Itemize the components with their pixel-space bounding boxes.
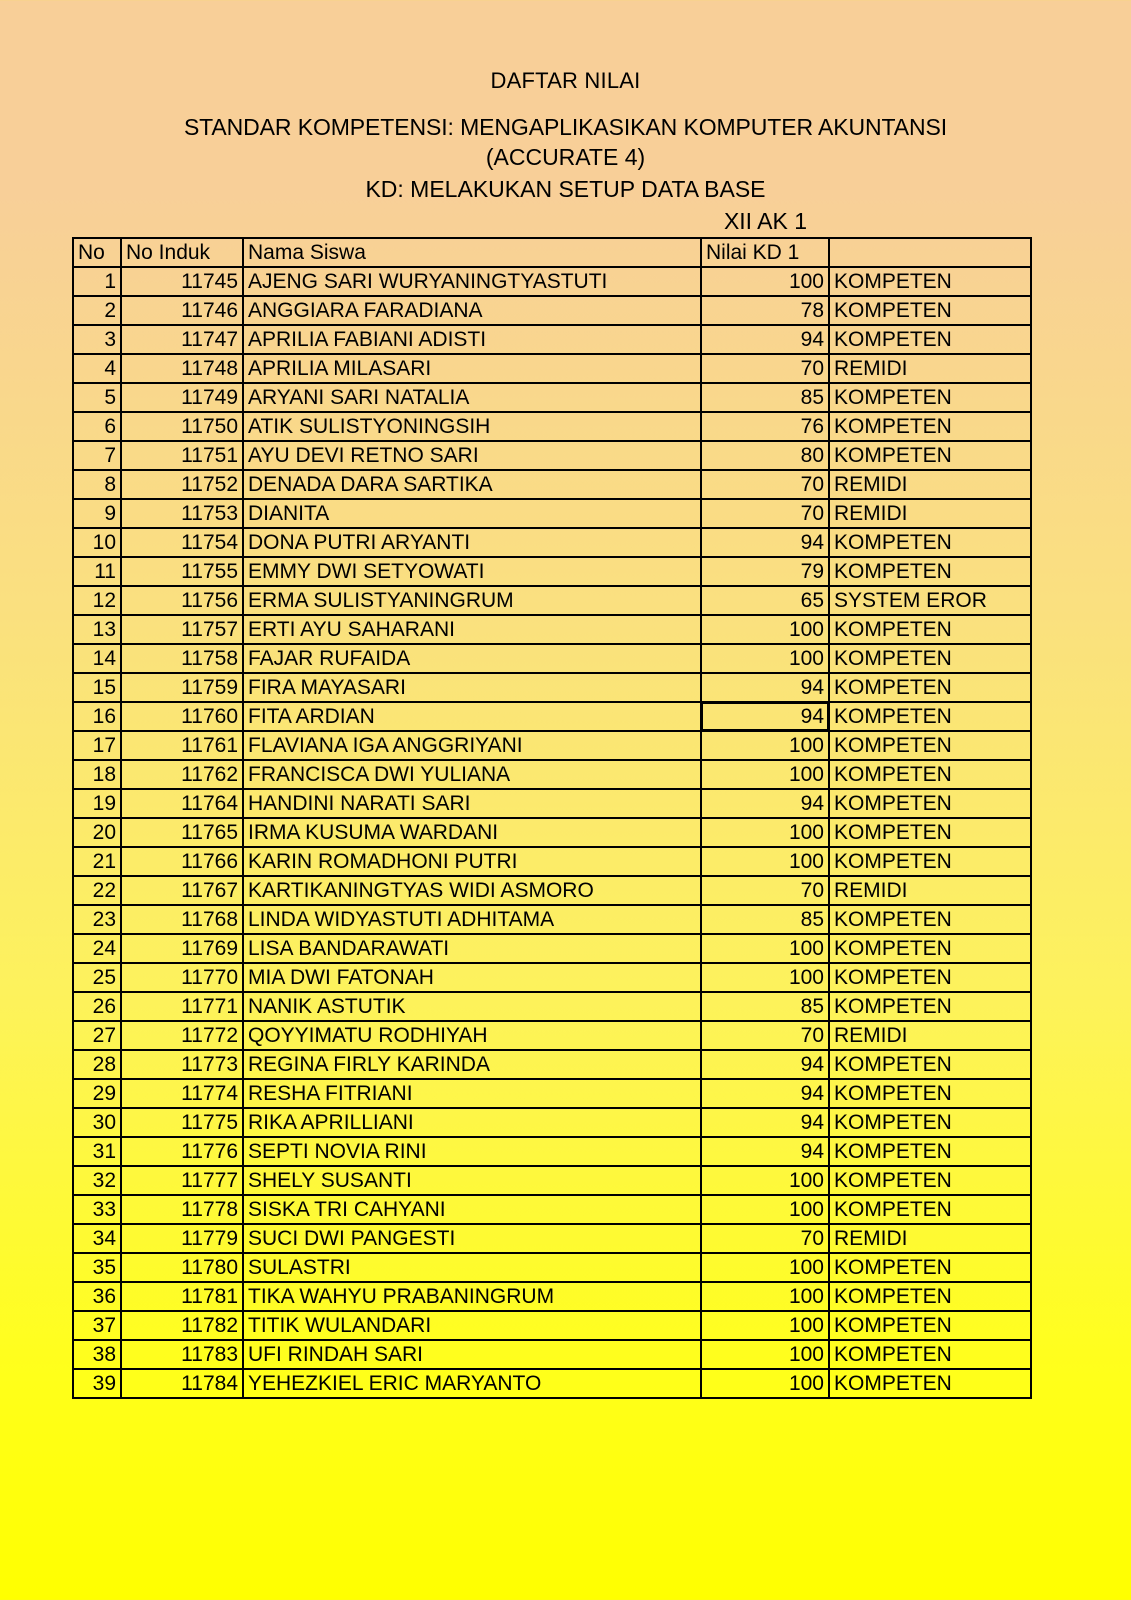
cell-no-induk[interactable]: 11746 [121,296,243,325]
cell-nama-siswa[interactable]: AYU DEVI RETNO SARI [243,441,701,470]
table-row[interactable] [73,963,1031,992]
cell-nama-siswa[interactable]: HANDINI NARATI SARI [243,789,701,818]
cell-no[interactable]: 23 [73,905,121,934]
cell-status[interactable]: KOMPETEN [829,615,1031,644]
cell-no-induk[interactable]: 11755 [121,557,243,586]
cell-no-induk[interactable]: 11751 [121,441,243,470]
table-row[interactable] [73,1166,1031,1195]
cell-status[interactable]: KOMPETEN [829,325,1031,354]
cell-nilai[interactable]: 100 [701,644,829,673]
cell-status[interactable]: REMIDI [829,1021,1031,1050]
cell-status[interactable]: KOMPETEN [829,1108,1031,1137]
table-row[interactable] [73,354,1031,383]
cell-nilai[interactable]: 100 [701,267,829,296]
table-row[interactable] [73,731,1031,760]
cell-status[interactable]: SYSTEM EROR [829,586,1031,615]
table-row[interactable] [73,1079,1031,1108]
cell-nilai[interactable]: 100 [701,760,829,789]
cell-status[interactable]: KOMPETEN [829,963,1031,992]
column-header-nilai-kd1: Nilai KD 1 [701,238,829,267]
cell-nama-siswa[interactable]: ERTI AYU SAHARANI [243,615,701,644]
table-row[interactable] [73,1224,1031,1253]
table-row[interactable] [73,1369,1031,1398]
cell-nilai[interactable]: 94 [701,325,829,354]
table-row[interactable] [73,673,1031,702]
cell-status[interactable]: KOMPETEN [829,1282,1031,1311]
cell-nama-siswa[interactable]: ERMA SULISTYANINGRUM [243,586,701,615]
cell-no[interactable]: 34 [73,1224,121,1253]
table-row[interactable] [73,818,1031,847]
cell-nama-siswa[interactable]: MIA DWI FATONAH [243,963,701,992]
class-label: XII AK 1 [723,208,808,234]
cell-no[interactable]: 26 [73,992,121,1021]
cell-nama-siswa[interactable]: APRILIA MILASARI [243,354,701,383]
table-row[interactable] [73,876,1031,905]
cell-status[interactable]: KOMPETEN [829,1079,1031,1108]
cell-no[interactable]: 21 [73,847,121,876]
cell-no-induk[interactable]: 11748 [121,354,243,383]
cell-status[interactable]: KOMPETEN [829,1340,1031,1369]
table-row[interactable] [73,499,1031,528]
cell-no[interactable]: 13 [73,615,121,644]
cell-nama-siswa[interactable]: DONA PUTRI ARYANTI [243,528,701,557]
cell-no-induk[interactable]: 11771 [121,992,243,1021]
cell-nama-siswa[interactable]: APRILIA FABIANI ADISTI [243,325,701,354]
cell-status[interactable]: KOMPETEN [829,1137,1031,1166]
table-row[interactable] [73,412,1031,441]
table-row[interactable] [73,1282,1031,1311]
table-row[interactable] [73,1311,1031,1340]
cell-no[interactable]: 37 [73,1311,121,1340]
table-row[interactable] [73,441,1031,470]
table-row[interactable] [73,528,1031,557]
cell-nama-siswa[interactable]: EMMY DWI SETYOWATI [243,557,701,586]
grades-table-container [72,237,1030,1399]
standar-kompetensi-line: STANDAR KOMPETENSI: MENGAPLIKASIKAN KOMPUTER AKUNTANSI [183,114,948,140]
cell-status[interactable]: KOMPETEN [829,383,1031,412]
cell-no[interactable]: 19 [73,789,121,818]
cell-nama-siswa[interactable]: RESHA FITRIANI [243,1079,701,1108]
cell-no[interactable]: 20 [73,818,121,847]
table-row[interactable] [73,296,1031,325]
cell-nilai[interactable]: 79 [701,557,829,586]
cell-no[interactable]: 11 [73,557,121,586]
cell-no[interactable]: 32 [73,1166,121,1195]
cell-status[interactable]: REMIDI [829,499,1031,528]
cell-no-induk[interactable]: 11772 [121,1021,243,1050]
cell-no-induk[interactable]: 11753 [121,499,243,528]
cell-status[interactable]: REMIDI [829,470,1031,499]
cell-status[interactable]: KOMPETEN [829,296,1031,325]
cell-no[interactable]: 27 [73,1021,121,1050]
cell-nilai[interactable]: 70 [701,1224,829,1253]
cell-status[interactable]: KOMPETEN [829,992,1031,1021]
cell-status[interactable]: KOMPETEN [829,934,1031,963]
cell-status[interactable]: KOMPETEN [829,412,1031,441]
cell-status[interactable]: KOMPETEN [829,267,1031,296]
cell-no-induk[interactable]: 11779 [121,1224,243,1253]
page-title: DAFTAR NILAI [490,68,641,93]
cell-no[interactable]: 1 [73,267,121,296]
cell-no-induk[interactable]: 11776 [121,1137,243,1166]
table-row[interactable] [73,847,1031,876]
cell-status[interactable]: REMIDI [829,1224,1031,1253]
table-row[interactable] [73,1137,1031,1166]
cell-nilai[interactable]: 85 [701,992,829,1021]
cell-nama-siswa[interactable]: KARIN ROMADHONI PUTRI [243,847,701,876]
cell-nilai[interactable]: 70 [701,876,829,905]
cell-no[interactable]: 24 [73,934,121,963]
table-header-row [73,238,1031,267]
cell-no-induk[interactable]: 11780 [121,1253,243,1282]
cell-no-induk[interactable]: 11750 [121,412,243,441]
cell-nilai[interactable]: 100 [701,1253,829,1282]
column-header-status [829,238,1031,267]
cell-nilai[interactable]: 100 [701,847,829,876]
cell-nama-siswa[interactable]: FRANCISCA DWI YULIANA [243,760,701,789]
table-row[interactable] [73,1253,1031,1282]
cell-no[interactable]: 30 [73,1108,121,1137]
table-row[interactable] [73,760,1031,789]
cell-status[interactable]: KOMPETEN [829,557,1031,586]
cell-nilai[interactable]: 70 [701,1021,829,1050]
cell-no-induk[interactable]: 11758 [121,644,243,673]
cell-status[interactable]: KOMPETEN [829,1253,1031,1282]
cell-status[interactable]: REMIDI [829,876,1031,905]
cell-no-induk[interactable]: 11757 [121,615,243,644]
cell-no[interactable]: 15 [73,673,121,702]
table-row[interactable] [73,1050,1031,1079]
cell-nama-siswa[interactable]: ARYANI SARI NATALIA [243,383,701,412]
cell-no-induk[interactable]: 11745 [121,267,243,296]
cell-nilai[interactable]: 94 [701,673,829,702]
cell-nama-siswa[interactable]: SEPTI NOVIA RINI [243,1137,701,1166]
cell-nilai[interactable]: 100 [701,963,829,992]
table-row[interactable] [73,267,1031,296]
cell-no[interactable]: 5 [73,383,121,412]
cell-nilai[interactable]: 100 [701,934,829,963]
cell-no-induk[interactable]: 11754 [121,528,243,557]
cell-status[interactable]: KOMPETEN [829,847,1031,876]
cell-nilai[interactable]: 85 [701,905,829,934]
cell-nama-siswa[interactable]: FIRA MAYASARI [243,673,701,702]
cell-no[interactable]: 39 [73,1369,121,1398]
cell-no[interactable]: 25 [73,963,121,992]
cell-no-induk[interactable]: 11775 [121,1108,243,1137]
cell-no[interactable]: 35 [73,1253,121,1282]
cell-nama-siswa[interactable]: UFI RINDAH SARI [243,1340,701,1369]
table-row[interactable] [73,1021,1031,1050]
cell-no-induk[interactable]: 11762 [121,760,243,789]
cell-no[interactable]: 4 [73,354,121,383]
cell-no[interactable]: 17 [73,731,121,760]
cell-status[interactable]: KOMPETEN [829,702,1031,731]
cell-no-induk[interactable]: 11770 [121,963,243,992]
table-row[interactable] [73,586,1031,615]
cell-nilai[interactable]: 76 [701,412,829,441]
cell-nama-siswa[interactable]: SUCI DWI PANGESTI [243,1224,701,1253]
cell-nilai[interactable]: 70 [701,470,829,499]
cell-nilai[interactable]: 78 [701,296,829,325]
cell-nama-siswa[interactable]: QOYYIMATU RODHIYAH [243,1021,701,1050]
table-row[interactable] [73,992,1031,1021]
cell-no-induk[interactable]: 11761 [121,731,243,760]
cell-status[interactable]: KOMPETEN [829,789,1031,818]
table-row[interactable] [73,905,1031,934]
cell-nama-siswa[interactable]: TITIK WULANDARI [243,1311,701,1340]
cell-nilai[interactable]: 94 [701,1050,829,1079]
table-row[interactable] [73,383,1031,412]
cell-status[interactable]: KOMPETEN [829,905,1031,934]
cell-nama-siswa[interactable]: AJENG SARI WURYANINGTYASTUTI [243,267,701,296]
cell-no[interactable]: 3 [73,325,121,354]
cell-status[interactable]: KOMPETEN [829,528,1031,557]
cell-no-induk[interactable]: 11766 [121,847,243,876]
cell-status[interactable]: KOMPETEN [829,673,1031,702]
cell-no-induk[interactable]: 11777 [121,1166,243,1195]
table-row[interactable] [73,470,1031,499]
cell-nama-siswa[interactable]: REGINA FIRLY KARINDA [243,1050,701,1079]
cell-nilai[interactable]: 94 [701,1137,829,1166]
cell-nilai[interactable]: 80 [701,441,829,470]
cell-no-induk[interactable]: 11760 [121,702,243,731]
cell-nama-siswa[interactable]: YEHEZKIEL ERIC MARYANTO [243,1369,701,1398]
cell-no[interactable]: 8 [73,470,121,499]
table-row[interactable] [73,557,1031,586]
cell-nama-siswa[interactable]: DENADA DARA SARTIKA [243,470,701,499]
grades-table [72,237,1032,1399]
cell-no[interactable]: 6 [73,412,121,441]
table-row[interactable] [73,789,1031,818]
table-header [73,238,1031,267]
cell-nilai-selected[interactable]: 94 [701,702,829,731]
cell-nama-siswa[interactable]: ANGGIARA FARADIANA [243,296,701,325]
cell-no-induk[interactable]: 11773 [121,1050,243,1079]
table-body [73,267,1031,1398]
cell-nama-siswa[interactable]: KARTIKANINGTYAS WIDI ASMORO [243,876,701,905]
table-row[interactable] [73,934,1031,963]
cell-status[interactable]: REMIDI [829,354,1031,383]
cell-nilai[interactable]: 94 [701,789,829,818]
table-row[interactable] [73,1195,1031,1224]
cell-no-induk[interactable]: 11768 [121,905,243,934]
column-header-nama-siswa: Nama Siswa [243,238,701,267]
cell-nilai[interactable]: 94 [701,1079,829,1108]
cell-no-induk[interactable]: 11764 [121,789,243,818]
cell-no-induk[interactable]: 11767 [121,876,243,905]
cell-status[interactable]: KOMPETEN [829,818,1031,847]
cell-nilai[interactable]: 100 [701,615,829,644]
cell-no[interactable]: 14 [73,644,121,673]
cell-nilai[interactable]: 100 [701,1166,829,1195]
cell-no-induk[interactable]: 11769 [121,934,243,963]
cell-nama-siswa[interactable]: SISKA TRI CAHYANI [243,1195,701,1224]
cell-status[interactable]: KOMPETEN [829,644,1031,673]
cell-nilai[interactable]: 65 [701,586,829,615]
cell-no[interactable]: 12 [73,586,121,615]
cell-no[interactable]: 33 [73,1195,121,1224]
table-row[interactable] [73,1340,1031,1369]
cell-nilai[interactable]: 100 [701,1195,829,1224]
cell-status[interactable]: KOMPETEN [829,1050,1031,1079]
table-row[interactable] [73,325,1031,354]
cell-nilai[interactable]: 100 [701,818,829,847]
table-row[interactable] [73,1108,1031,1137]
table-row[interactable] [73,702,1031,731]
cell-no[interactable]: 2 [73,296,121,325]
cell-status[interactable]: KOMPETEN [829,1311,1031,1340]
cell-no[interactable]: 38 [73,1340,121,1369]
document-header [0,0,1131,236]
cell-nama-siswa[interactable]: FITA ARDIAN [243,702,701,731]
cell-nama-siswa[interactable]: TIKA WAHYU PRABANINGRUM [243,1282,701,1311]
cell-no-induk[interactable]: 11782 [121,1311,243,1340]
cell-status[interactable]: KOMPETEN [829,1369,1031,1398]
column-header-no: No [73,238,121,267]
cell-nilai[interactable]: 100 [701,1282,829,1311]
cell-no-induk[interactable]: 11781 [121,1282,243,1311]
cell-status[interactable]: KOMPETEN [829,1166,1031,1195]
cell-no-induk[interactable]: 11759 [121,673,243,702]
cell-nilai[interactable]: 94 [701,528,829,557]
cell-no[interactable]: 36 [73,1282,121,1311]
column-header-no-induk: No Induk [121,238,243,267]
cell-no-induk[interactable]: 11774 [121,1079,243,1108]
cell-nama-siswa[interactable]: IRMA KUSUMA WARDANI [243,818,701,847]
cell-nilai[interactable]: 85 [701,383,829,412]
table-row[interactable] [73,615,1031,644]
cell-status[interactable]: KOMPETEN [829,1195,1031,1224]
cell-nilai[interactable]: 94 [701,1108,829,1137]
cell-no-induk[interactable]: 11747 [121,325,243,354]
cell-no-induk[interactable]: 11784 [121,1369,243,1398]
cell-status[interactable]: KOMPETEN [829,731,1031,760]
cell-nama-siswa[interactable]: SULASTRI [243,1253,701,1282]
cell-nilai[interactable]: 100 [701,1311,829,1340]
cell-nama-siswa[interactable]: LISA BANDARAWATI [243,934,701,963]
cell-nilai[interactable]: 70 [701,354,829,383]
cell-nama-siswa[interactable]: RIKA APRILLIANI [243,1108,701,1137]
cell-nama-siswa[interactable]: DIANITA [243,499,701,528]
cell-nilai[interactable]: 100 [701,1340,829,1369]
cell-nama-siswa[interactable]: FAJAR RUFAIDA [243,644,701,673]
cell-nama-siswa[interactable]: LINDA WIDYASTUTI ADHITAMA [243,905,701,934]
cell-no[interactable]: 18 [73,760,121,789]
cell-no[interactable]: 7 [73,441,121,470]
cell-no[interactable]: 16 [73,702,121,731]
cell-no[interactable]: 28 [73,1050,121,1079]
cell-no[interactable]: 22 [73,876,121,905]
cell-nama-siswa[interactable]: FLAVIANA IGA ANGGRIYANI [243,731,701,760]
cell-nilai[interactable]: 70 [701,499,829,528]
cell-no-induk[interactable]: 11783 [121,1340,243,1369]
cell-status[interactable]: KOMPETEN [829,760,1031,789]
cell-no-induk[interactable]: 11778 [121,1195,243,1224]
cell-no[interactable]: 31 [73,1137,121,1166]
cell-nilai[interactable]: 100 [701,1369,829,1398]
program-line: (ACCURATE 4) [485,144,646,170]
table-row[interactable] [73,644,1031,673]
cell-status[interactable]: KOMPETEN [829,441,1031,470]
cell-nama-siswa[interactable]: ATIK SULISTYONINGSIH [243,412,701,441]
cell-no-induk[interactable]: 11752 [121,470,243,499]
cell-no[interactable]: 29 [73,1079,121,1108]
cell-nama-siswa[interactable]: SHELY SUSANTI [243,1166,701,1195]
cell-no[interactable]: 10 [73,528,121,557]
cell-no-induk[interactable]: 11756 [121,586,243,615]
cell-no-induk[interactable]: 11749 [121,383,243,412]
cell-no-induk[interactable]: 11765 [121,818,243,847]
cell-no[interactable]: 9 [73,499,121,528]
cell-nilai[interactable]: 100 [701,731,829,760]
kompetensi-dasar-line: KD: MELAKUKAN SETUP DATA BASE [365,176,766,202]
cell-nama-siswa[interactable]: NANIK ASTUTIK [243,992,701,1021]
